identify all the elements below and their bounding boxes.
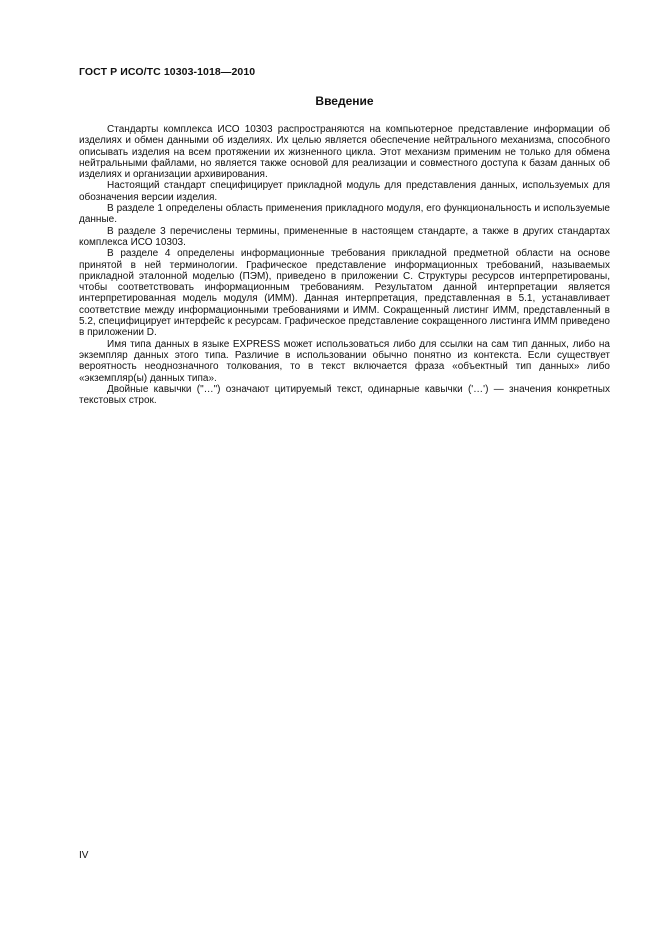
paragraph-express-type-names: Имя типа данных в языке EXPRESS может использоваться либо для ссылки на сам тип данных, либо на экземпляр данных этого типа. Различие в использовании обычно понятно из контекста. Если существует вероятность неоднозначного толкования, то в текст включается фраза «объектный тип данных» либо «экземпляр(ы) данных типа». <box>79 338 610 384</box>
paragraph-section-4: В разделе 4 определены информационные требования прикладной предметной области на основе принятой в ней терминологии. Графическое представление информационных требований, называемых прикладной эталонной моделью (ПЭМ), приведено в приложении С. Структуры ресурсов интерпретированы, чтобы соответствовать информационным требованиям. Результатом данной интерпретации является интерпретированная модель модуля (ИММ). Данная интерпретация, представленная в 5.1, устанавливает соответствие между информационными требованиями и ИММ. Сокращенный листинг ИММ, представленный в 5.2, специфицирует интерфейс к ресурсам. Графическое представление сокращенного листинга ИММ приведено в приложении D. <box>79 248 610 339</box>
paragraph-standard-purpose: Настоящий стандарт специфицирует прикладной модуль для представления данных, используемых для обозначения версии изделия. <box>79 180 610 203</box>
section-title: Введение <box>315 94 374 108</box>
paragraph-quotation-marks: Двойные кавычки ("…") означают цитируемый текст, одинарные кавычки ('…') — значения конкретных текстовых строк. <box>79 383 610 407</box>
document-code: ГОСТ Р ИСО/ТС 10303-1018—2010 <box>79 66 256 78</box>
page-number: IV <box>79 850 89 861</box>
introduction-body <box>79 124 610 406</box>
paragraph-iso-10303-scope: Стандарты комплекса ИСО 10303 распространяются на компьютерное представление информации об изделиях и обмен данными об изделиях. Их целью является обеспечение нейтрального механизма, способного описывать изделия на всем протяжении их жизненного цикла. Этот механизм применим не только для обмена нейтральными файлами, но является также основой для реализации и совместного доступа к базам данных об изделиях и организации архивирования. <box>79 124 610 181</box>
paragraph-section-1: В разделе 1 определены область применения прикладного модуля, его функциональность и используемые данные. <box>79 203 610 226</box>
paragraph-section-3: В разделе 3 перечислены термины, примененные в настоящем стандарте, а также в других стандартах комплекса ИСО 10303. <box>79 225 610 248</box>
